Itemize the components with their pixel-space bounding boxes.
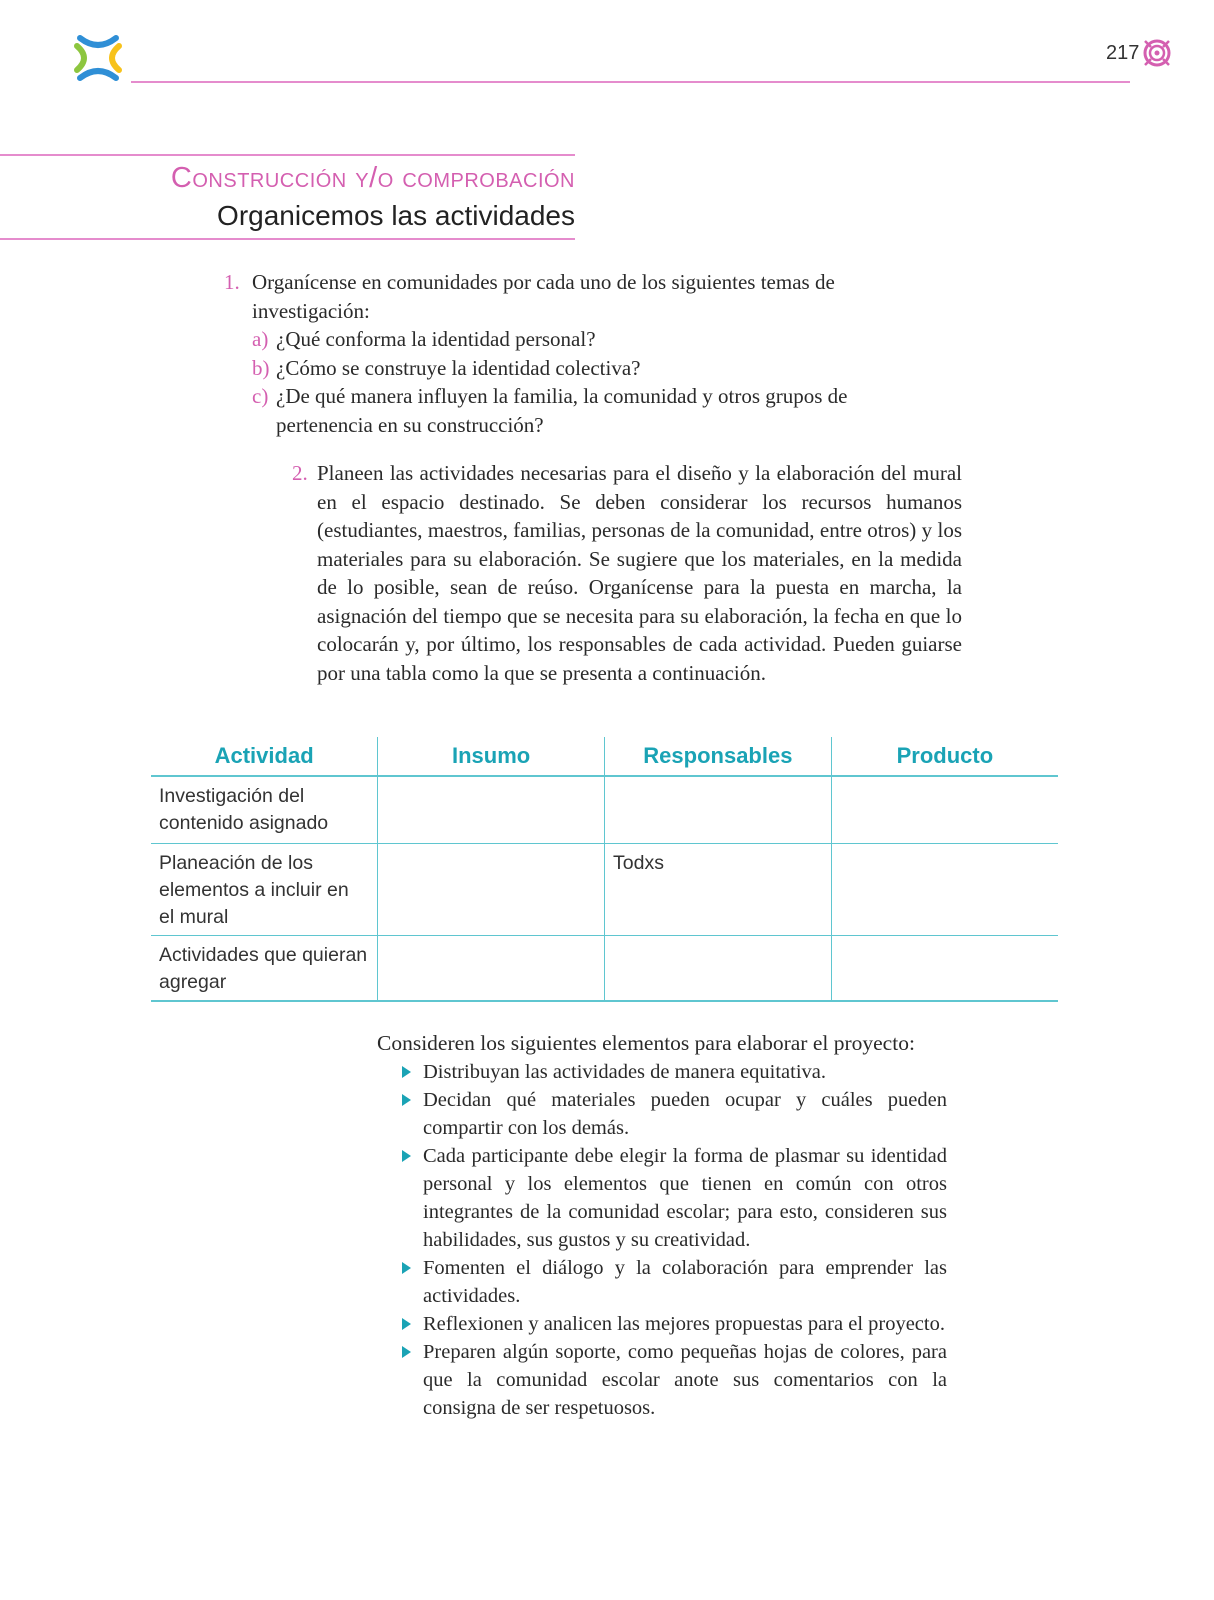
question-1-prompt — [224, 268, 849, 325]
triangle-bullet-icon — [402, 1094, 411, 1106]
sub-question-b — [224, 354, 849, 383]
activities-table — [151, 737, 1058, 1002]
list-item — [377, 1310, 947, 1338]
question-2 — [292, 459, 962, 687]
list-item — [377, 1058, 947, 1086]
triangle-bullet-icon — [402, 1066, 411, 1078]
section-subtitle: Organicemos las actividades — [217, 200, 575, 231]
triangle-bullet-icon — [402, 1262, 411, 1274]
table-cell: Todxs — [605, 844, 832, 936]
table-row — [151, 776, 1058, 844]
table-cell: Actividades que quieran agregar — [151, 936, 378, 1002]
table-cell[interactable] — [831, 776, 1058, 844]
list-item — [377, 1254, 947, 1310]
sub-question-a — [224, 325, 849, 354]
table-header-row — [151, 737, 1058, 776]
sub-question-text: ¿De qué manera influyen la familia, la comunidad y otros grupos de pertenencia en su construcción? — [276, 384, 848, 437]
sub-question-text: ¿Cómo se construye la identidad colectiva? — [276, 355, 641, 380]
list-item-text: Preparen algún soporte, como pequeñas hojas de colores, para que la comunidad escolar anote sus comentarios con la consigna de ser respetuosos. — [423, 1341, 947, 1419]
section-bottom-rule — [0, 238, 575, 240]
sub-question-letter: b) — [252, 355, 270, 380]
triangle-bullet-icon — [402, 1150, 411, 1162]
table-cell[interactable] — [831, 936, 1058, 1002]
considerations-list — [377, 1058, 947, 1422]
triangle-bullet-icon — [402, 1346, 411, 1358]
column-header-responsables: Responsables — [605, 737, 832, 776]
list-item — [377, 1338, 947, 1422]
list-item-text: Decidan qué materiales pueden ocupar y cuáles pueden compartir con los demás. — [423, 1089, 947, 1139]
sub-question-c — [224, 382, 849, 439]
question-number: 2. — [292, 461, 308, 485]
sub-question-text: ¿Qué conforma la identidad personal? — [276, 327, 596, 351]
section-label: Construcción y/o comprobación — [170, 162, 575, 194]
list-item — [377, 1142, 947, 1254]
question-text: Planeen las actividades necesarias para el diseño y la elaboración del mural en el espacio destinado. Se deben considerar los recursos humanos (estudiantes, maestros, familias, personas de la comunidad, entre otros) y los materiales para su elaboración. Se sugiere que los materiales, en la medida de lo posible, sean de reúso. Organícense para la puesta en marcha, la asignación del tiempo que se necesita para su elaboración, la fecha en que lo colocarán y, por último, los responsables de cada actividad. Pueden guiarse por una tabla como la que se presenta a continuación. — [317, 461, 962, 685]
table-cell[interactable] — [831, 844, 1058, 936]
table-cell: Investigación del contenido asignado — [151, 776, 378, 844]
list-item-text: Distribuyan las actividades de manera equitativa. — [423, 1061, 827, 1083]
table-cell[interactable] — [378, 844, 605, 936]
table-row — [151, 844, 1058, 936]
table-cell[interactable] — [378, 776, 605, 844]
table-cell: Planeación de los elementos a incluir en el mural — [151, 844, 378, 936]
considerations — [377, 1029, 947, 1422]
list-item-text: Cada participante debe elegir la forma de plasmar su identidad personal y los elementos que tienen en común con otros integrantes de la comunidad escolar; para esto, consideren sus habilidades, sus gustos y su creatividad. — [423, 1145, 947, 1251]
header-rule — [131, 81, 1130, 83]
column-header-actividad: Actividad — [151, 737, 378, 776]
question-1 — [224, 268, 849, 439]
question-number: 1. — [224, 270, 240, 294]
section-top-rule — [0, 154, 575, 156]
column-header-insumo: Insumo — [378, 737, 605, 776]
list-item-text: Fomenten el diálogo y la colaboración para emprender las actividades. — [423, 1257, 947, 1307]
column-header-producto: Producto — [831, 737, 1058, 776]
page-number: 217 — [1106, 42, 1140, 64]
table-row — [151, 936, 1058, 1002]
flower-ornament-icon — [1142, 38, 1172, 68]
considerations-intro: Consideren los siguientes elementos para elaborar el proyecto: — [377, 1031, 915, 1055]
table-cell[interactable] — [605, 936, 832, 1002]
table-cell[interactable] — [378, 936, 605, 1002]
table-cell[interactable] — [605, 776, 832, 844]
triangle-bullet-icon — [402, 1318, 411, 1330]
list-item-text: Reflexionen y analicen las mejores propuestas para el proyecto. — [423, 1313, 945, 1335]
sub-question-letter: a) — [252, 327, 269, 351]
question-2-prompt — [292, 459, 962, 687]
list-item — [377, 1086, 947, 1142]
four-arc-logo-icon — [72, 32, 124, 84]
question-text: Organícense en comunidades por cada uno de los siguientes temas de investigación: — [252, 270, 835, 323]
sub-question-letter: c) — [252, 384, 269, 408]
